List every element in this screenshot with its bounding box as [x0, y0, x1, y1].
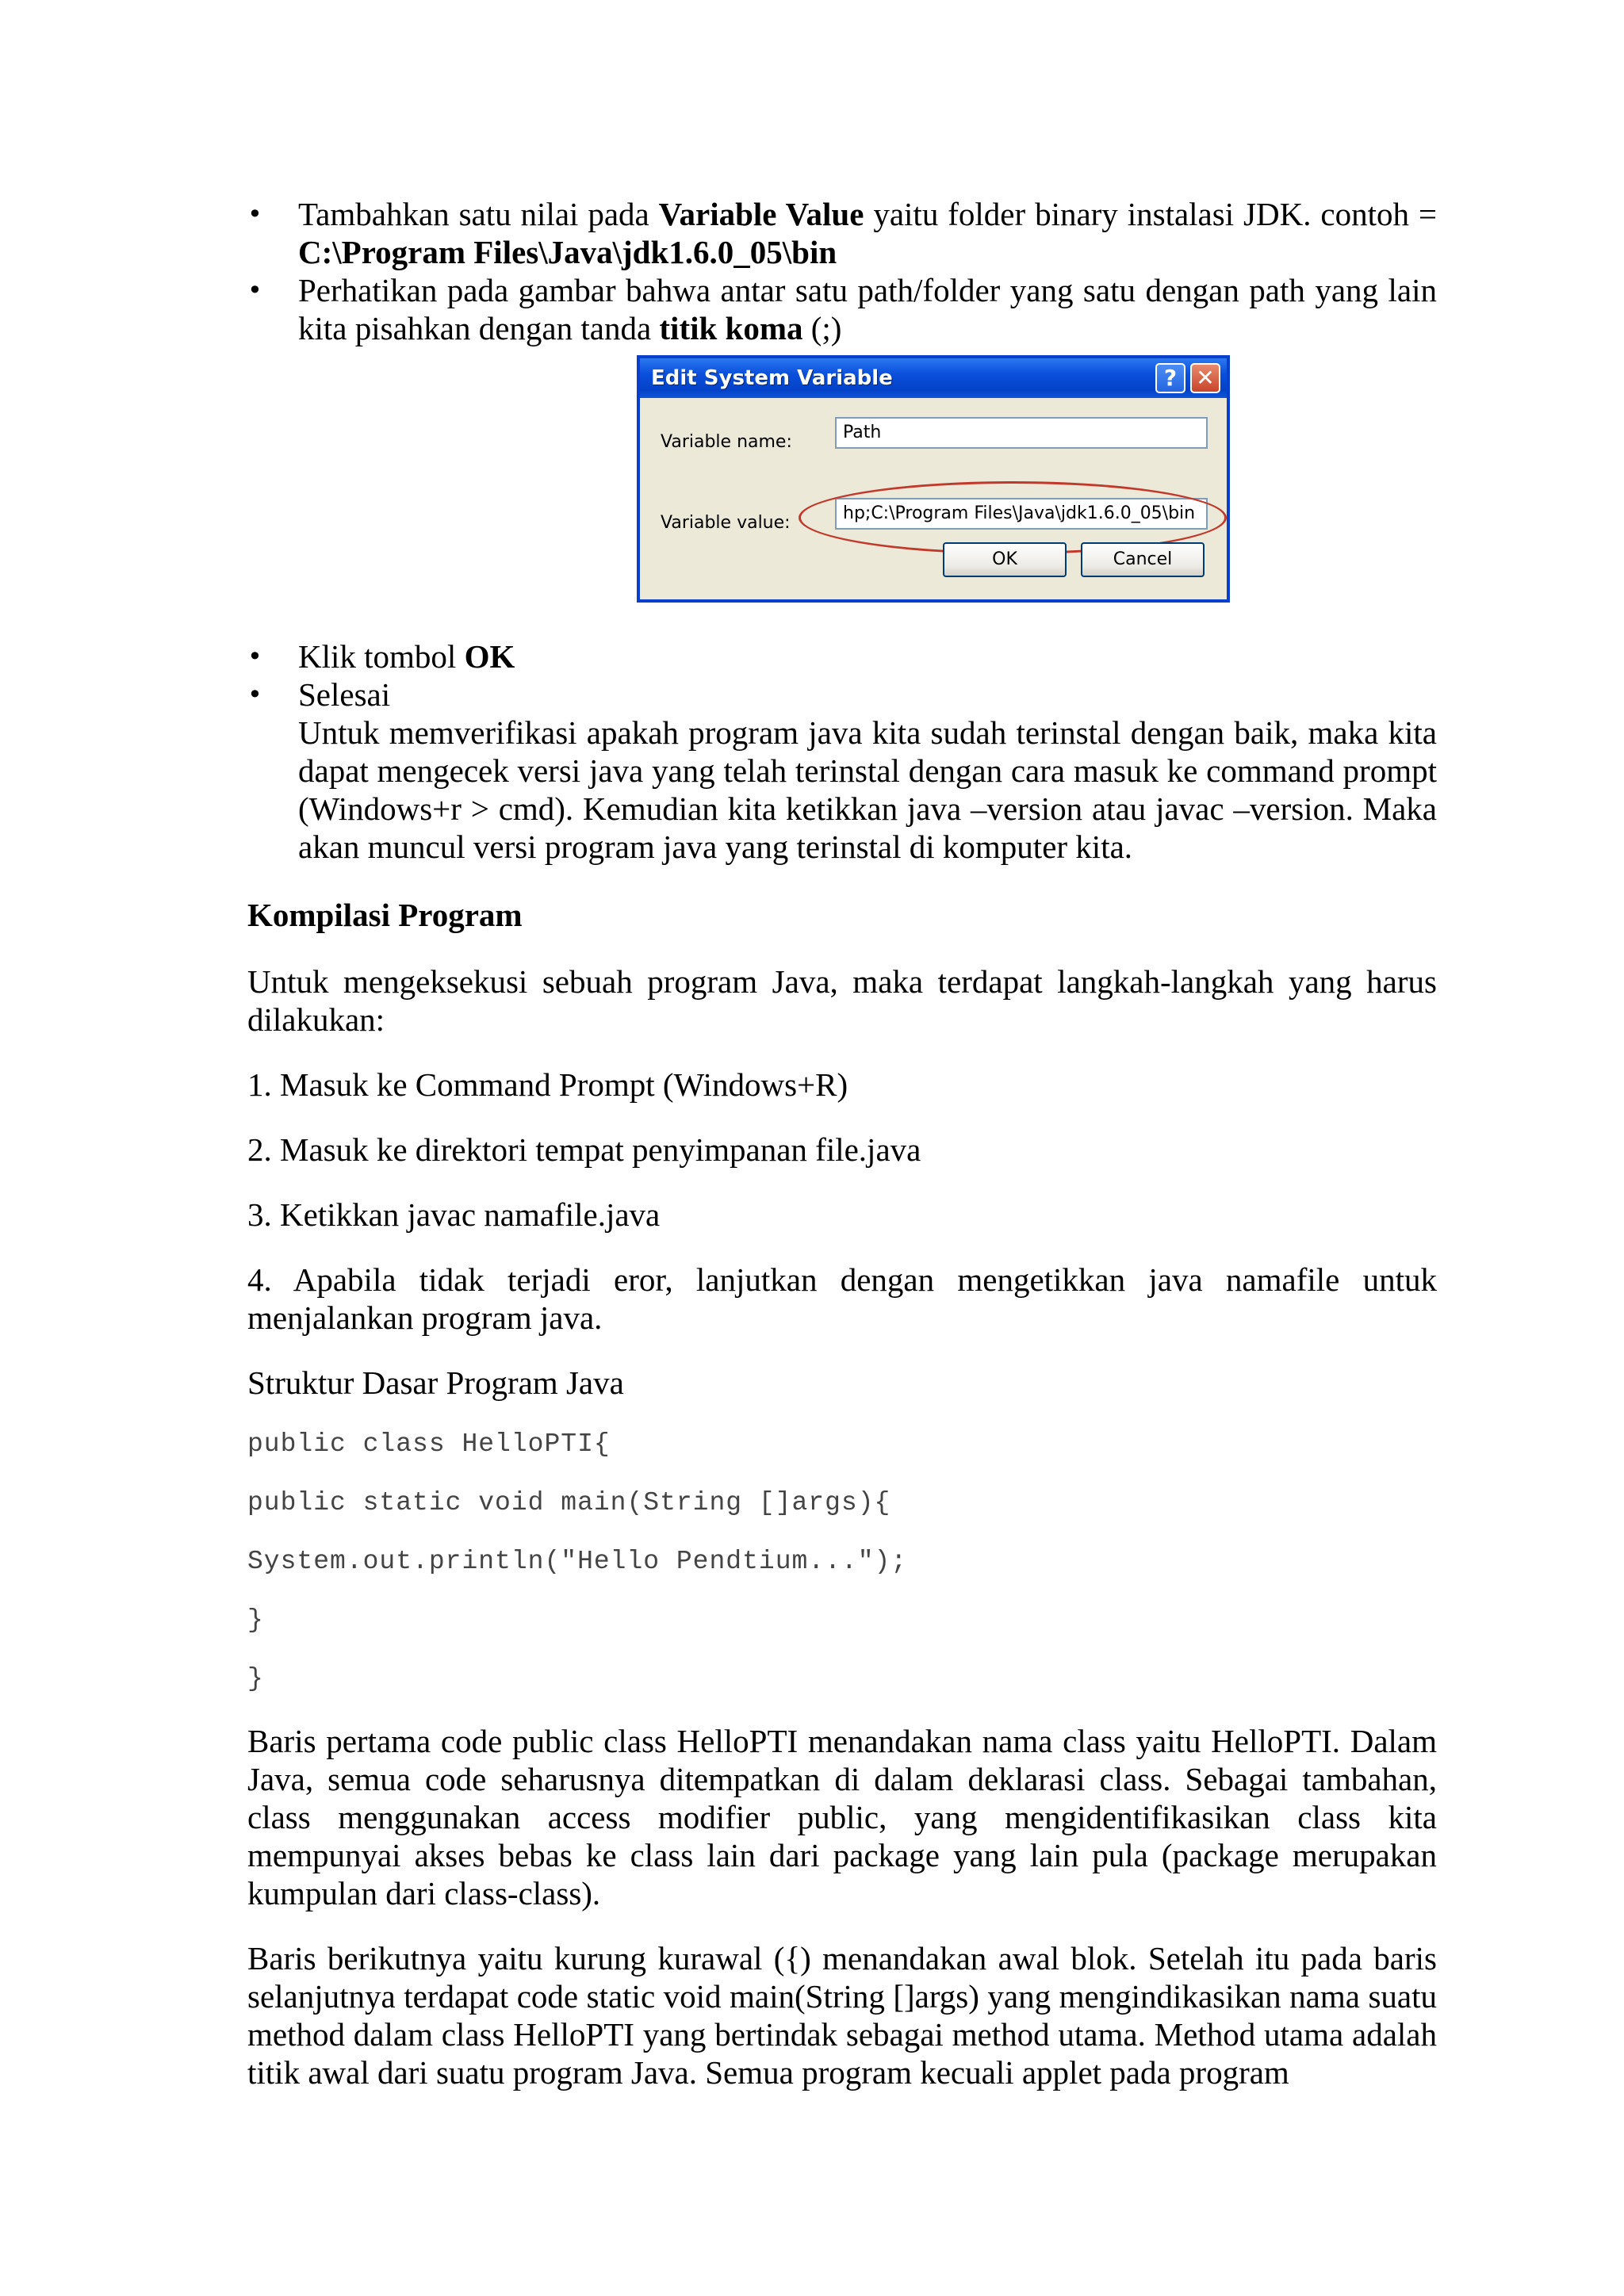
cancel-button[interactable]: Cancel	[1081, 542, 1205, 577]
bullet-text: yaitu folder binary instalasi JDK. contoh =	[864, 196, 1437, 232]
bullet-text: Klik tombol	[298, 638, 465, 675]
section-heading: Kompilasi Program	[247, 897, 523, 933]
code-line: }	[247, 1664, 264, 1693]
bullet-text-bold: titik koma	[659, 310, 803, 346]
intro-paragraph: Untuk mengeksekusi sebuah program Java, maka terdapat langkah-langkah yang harus dilakukan:	[247, 963, 1437, 1038]
bullet-item-click-ok	[247, 637, 1437, 675]
bullet-text-bold: OK	[464, 638, 515, 675]
variable-name-field[interactable]: Path	[835, 417, 1208, 449]
step-item: 2. Masuk ke direktori tempat penyimpanan file.java	[247, 1131, 921, 1168]
structure-title: Struktur Dasar Program Java	[247, 1364, 624, 1401]
bullet-item-separator-note	[247, 271, 1437, 347]
close-icon[interactable]: ✕	[1190, 363, 1220, 393]
variable-name-label: Variable name:	[661, 432, 792, 452]
bullet-text-bold: Variable Value	[658, 196, 864, 232]
dialog-title: Edit System Variable	[651, 366, 893, 390]
bullet-text: (;)	[802, 310, 842, 346]
paragraph-next-line: Baris berikutnya yaitu kurung kurawal ({) menandakan awal blok. Setelah itu pada baris selanjutnya terdapat code static void main(String []args) yang mengindikasikan nama suatu method dalam class HelloPTI yang bertindak sebagai method utama. Method utama adalah titik awal dari suatu program Java. Semua program kecuali applet pada program	[247, 1940, 1437, 2091]
variable-value-label: Variable value:	[661, 513, 791, 533]
help-icon[interactable]: ?	[1155, 363, 1185, 393]
bullet-list-top	[247, 195, 1437, 347]
ok-button[interactable]: OK	[943, 542, 1067, 577]
bullet-item-variable-value	[247, 195, 1437, 271]
step-item: 4. Apabila tidak terjadi eror, lanjutkan dengan mengetikkan java namafile untuk menjalankan program java.	[247, 1261, 1437, 1336]
step-item: 1. Masuk ke Command Prompt (Windows+R)	[247, 1066, 848, 1103]
screenshot-figure	[247, 355, 1437, 603]
variable-value-field[interactable]: hp;C:\Program Files\Java\jdk1.6.0_05\bin	[835, 498, 1208, 530]
code-line: public static void main(String []args){	[247, 1488, 891, 1517]
edit-system-variable-dialog	[637, 355, 1230, 603]
page-content	[247, 195, 1437, 2118]
code-line: System.out.println("Hello Pendtium...");	[247, 1547, 908, 1576]
bullet-text: Tambahkan satu nilai pada	[298, 196, 659, 232]
bullet-text: Selesai	[298, 676, 391, 713]
step-item: 3. Ketikkan javac namafile.java	[247, 1196, 661, 1233]
bullet-text: Perhatikan pada gambar bahwa antar satu path/folder yang satu dengan path yang lain kita pisahkan dengan tanda	[298, 272, 1437, 346]
jdk-path-bold: C:\Program Files\Java\jdk1.6.0_05\bin	[298, 234, 837, 270]
dialog-titlebar	[640, 358, 1227, 398]
code-line: }	[247, 1605, 264, 1635]
bullet-item-done	[247, 675, 1437, 866]
bullet-list-bottom	[247, 637, 1437, 866]
verify-paragraph: Untuk memverifikasi apakah program java kita sudah terinstal dengan baik, maka kita dapat mengecek versi java yang telah terinstal dengan cara masuk ke command prompt (Windows+r > cmd). Kemudian kita ketikkan java –version atau javac –version. Maka akan muncul versi program java yang terinstal di komputer kita.	[298, 714, 1437, 865]
code-line: public class HelloPTI{	[247, 1429, 611, 1459]
paragraph-first-line: Baris pertama code public class HelloPTI menandakan nama class yaitu HelloPTI. Dalam Java, semua code seharusnya ditempatkan di dalam deklarasi class. Sebagai tambahan, class menggunakan access modifier public, yang mengidentifikasikan class kita mempunyai akses bebas ke class lain dari package yang lain pula (package merupakan kumpulan dari class-class).	[247, 1723, 1437, 1911]
